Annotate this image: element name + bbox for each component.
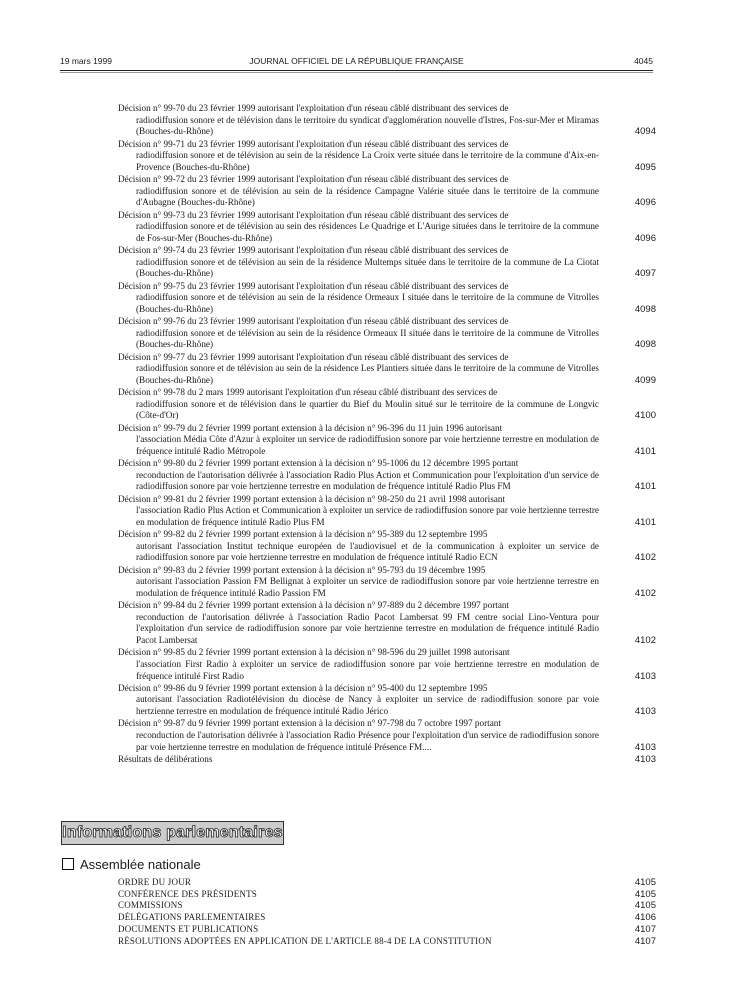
toc-entry-page: 4100	[634, 410, 656, 422]
toc-entry-continuation: radiodiffusion sonore et de télévision dans le quartier du Bief du Moulin situé sur le territoire de la commune de Longvic (Côte-d'Or)	[136, 398, 599, 421]
toc-entry-title: Décision n° 99-70 du 23 février 1999 autorisant l'exploitation d'un réseau câblé distribuant des services de	[118, 103, 509, 113]
toc-entry-continuation: radiodiffusion sonore et de télévision au sein de la résidence Les Plantiers située dans le territoire de la commune de Vitrolles (Bouches-du-Rhône)	[136, 363, 599, 385]
toc-entry-continuation: radiodiffusion sonore et de télévision au sein de la résidence Multemps située dans le territoire de la commune de La Ciotat (Bouches-du-Rhône)	[136, 256, 599, 279]
header-rule-secondary	[60, 72, 653, 73]
assemblee-item[interactable]	[118, 924, 659, 936]
toc-entry-title: Décision n° 99-79 du 2 février 1999 portant extension à la décision n° 96-396 du 11 juin 1996 autorisant	[118, 422, 503, 433]
page-header	[60, 56, 653, 70]
assemblee-item-label: RÉSOLUTIONS ADOPTÉES EN APPLICATION DE L'ARTICLE 88-4 DE LA CONSTITUTION	[118, 935, 492, 946]
toc-entry-continuation: reconduction de l'autorisation délivrée à l'association Radio Pacot Lambersat 99 FM centre social Lino-Ventura pour l'exploitation d'un service de radiodiffusion sonore par voie hertzienne terrestre en modulation de fréquence intitulé Radio Pacot Lambersat	[136, 611, 599, 646]
toc-entry-title: Décision n° 99-72 du 23 février 1999 autorisant l'exploitation d'un réseau câblé distribuant des services de	[118, 174, 509, 184]
toc-entry-title: Décision n° 99-71 du 23 février 1999 autorisant l'exploitation d'un réseau câblé distribuant des services de	[118, 138, 509, 149]
toc-entry-title: Décision n° 99-74 du 23 février 1999 autorisant l'exploitation d'un réseau câblé distribuant des services de	[118, 245, 509, 255]
toc-entry[interactable]	[118, 600, 659, 647]
assemblee-item-page: 4107	[634, 923, 656, 935]
toc-entry[interactable]	[118, 529, 659, 564]
checkbox-square-icon	[62, 858, 74, 870]
toc-entry-continuation: radiodiffusion sonore et de télévision au sein de la résidence Ormeaux II située dans le territoire de la commune de Vitrolles (Bouches-du-Rhône)	[136, 327, 599, 350]
toc-entry-continuation: autorisant l'association Passion FM Bellignat à exploiter un service de radiodiffusion sonore par voie hertzienne terrestre en modulation de fréquence intitulé Radio Passion FM	[136, 576, 599, 598]
toc-entry-page: 4096	[634, 232, 656, 244]
assemblee-item-page: 4106	[634, 912, 656, 924]
toc-entry-page: 4103	[634, 741, 656, 753]
assemblee-item-label: CONFÉRENCE DES PRÉSIDENTS	[118, 888, 258, 899]
toc-entry[interactable]	[118, 494, 659, 529]
section-heading	[62, 857, 201, 872]
assemblee-item[interactable]	[118, 936, 659, 948]
toc-entry[interactable]	[118, 103, 659, 138]
toc-entry[interactable]	[118, 174, 659, 209]
assemblee-item[interactable]	[118, 889, 659, 901]
toc-entry-page: 4099	[634, 374, 656, 386]
toc-entry[interactable]	[118, 139, 659, 174]
toc-entry-title: Décision n° 99-87 du 9 février 1999 portant extension à la décision n° 97-798 du 7 octobre 1997 portant	[118, 718, 501, 729]
toc-entry-title: Décision n° 99-78 du 2 mars 1999 autorisant l'exploitation d'un réseau câblé distribuant des services de	[118, 387, 498, 397]
assemblee-item-page: 4105	[634, 900, 656, 912]
assemblee-item-page: 4105	[634, 888, 656, 900]
toc-entry-continuation: radiodiffusion sonore et de télévision dans le territoire du syndicat d'agglomération nouvelle d'Istres, Fos-sur-Mer et Miramas (Bouches-du-Rhône)	[136, 114, 599, 137]
toc-entry-page: 4097	[634, 268, 656, 280]
toc-entry-continuation: radiodiffusion sonore et de télévision au sein de la résidence La Croix verte située dans le territoire de la commune d'Aix-en-Provence (Bouches-du-Rhône)	[136, 150, 599, 172]
toc-entry[interactable]	[118, 387, 659, 422]
toc-entry-title: Décision n° 99-80 du 2 février 1999 portant extension à la décision n° 95-1006 du 12 décembre 1995 portant	[118, 458, 519, 468]
toc-entry[interactable]	[118, 683, 659, 718]
assemblee-item-page: 4105	[634, 877, 656, 888]
assemblee-item-label: COMMISSIONS	[118, 900, 183, 911]
toc-entry-continuation: autorisant l'association Radiotélévision du diocèse de Nancy à exploiter un service de radiodiffusion sonore par voie hertzienne terrestre en modulation de fréquence intitulé Radio Jérico	[136, 694, 599, 717]
toc-entry-continuation: autorisant l'association Institut technique européen de l'audiovisuel et de la communication à exploiter un service de radiodiffusion sonore par voie hertzienne terrestre en modulation de fréquence intitulé Radio ECN	[136, 540, 599, 563]
assemblee-item-label: DOCUMENTS ET PUBLICATIONS	[118, 923, 259, 934]
toc-entry-page: 4098	[634, 339, 656, 351]
toc-entry[interactable]	[118, 352, 659, 387]
header-rule	[60, 70, 653, 71]
toc-entry-page: 4103	[634, 706, 656, 718]
header-title: JOURNAL OFFICIEL DE LA RÉPUBLIQUE FRANÇAISE	[249, 56, 464, 66]
toc-entry-page: 4101	[634, 481, 656, 493]
toc-entry-continuation: reconduction de l'autorisation délivrée à l'association Radio Plus Action et Communication pour l'exploitation d'un service de radiodiffusion sonore par voie hertzienne terrestre en modulation de fréquence intitulé Radio Plus FM	[136, 469, 599, 492]
section-banner: Informations parlementaires	[61, 821, 284, 845]
toc-entry-title: Décision n° 99-73 du 23 février 1999 autorisant l'exploitation d'un réseau câblé distribuant des services de	[118, 209, 509, 220]
toc-entry-title: Décision n° 99-84 du 2 février 1999 portant extension à la décision n° 97-889 du 2 décembre 1997 portant	[118, 600, 510, 610]
toc-entry-title: Résultats de délibérations	[118, 753, 213, 764]
toc-entry[interactable]	[118, 647, 659, 682]
toc-entry-title: Décision n° 99-83 du 2 février 1999 portant extension à la décision n° 95-793 du 19 décembre 1995	[118, 564, 486, 575]
toc-entry-continuation: radiodiffusion sonore et de télévision au sein de la résidence Ormeaux I située dans le territoire de la commune de Vitrolles (Bouches-du-Rhône)	[136, 292, 599, 314]
toc-entry[interactable]	[118, 281, 659, 316]
toc-entry-page: 4101	[634, 516, 656, 528]
assemblee-item[interactable]	[118, 900, 659, 912]
assemblee-item[interactable]	[118, 912, 659, 924]
assemblee-item-page: 4107	[634, 935, 656, 947]
toc-entry[interactable]	[118, 718, 659, 753]
toc-entry-title: Décision n° 99-81 du 2 février 1999 portant extension à la décision n° 98-250 du 21 avril 1998 autorisant	[118, 493, 506, 504]
toc-entry-page: 4095	[634, 161, 656, 173]
toc-entry[interactable]	[118, 245, 659, 280]
assemblee-item-label: ORDRE DU JOUR	[118, 877, 192, 887]
toc-entry-page: 4102	[634, 552, 656, 564]
toc-entry-page: 4101	[634, 445, 656, 457]
toc-entry[interactable]	[118, 316, 659, 351]
toc-entry[interactable]	[118, 210, 659, 245]
toc-entry-continuation: reconduction de l'autorisation délivrée à l'association Radio Présence pour l'exploitation d'un service de radiodiffusion sonore par voie hertzienne terrestre en modulation de fréquence intitulé Présence FM....	[136, 729, 599, 752]
assemblee-item-label: DÉLÉGATIONS PARLEMENTAIRES	[118, 912, 266, 923]
toc-entry-title: Décision n° 99-86 du 9 février 1999 portant extension à la décision n° 95-400 du 12 septembre 1995	[118, 682, 488, 693]
toc-entry[interactable]	[118, 565, 659, 600]
header-page-number: 4045	[634, 56, 653, 66]
toc-entry-continuation: l'association Radio Plus Action et Communication à exploiter un service de radiodiffusion sonore par voie hertzienne terrestre en modulation de fréquence intitulé Radio Plus FM	[136, 505, 599, 527]
toc-entry[interactable]	[118, 458, 659, 493]
assemblee-list	[118, 877, 659, 947]
toc-entry-page: 4103	[634, 753, 656, 765]
header-date: 19 mars 1999	[60, 56, 112, 66]
toc-entry[interactable]	[118, 423, 659, 458]
toc-entry-continuation: l'association Média Côte d'Azur à exploiter un service de radiodiffusion sonore par voie hertzienne terrestre en modulation de fréquence intitulé Radio Métropole	[136, 434, 599, 456]
toc-entry-title: Décision n° 99-77 du 23 février 1999 autorisant l'exploitation d'un réseau câblé distribuant des services de	[118, 351, 509, 362]
toc-entry-page: 4102	[634, 587, 656, 599]
section-title: Assemblée nationale	[80, 857, 201, 872]
toc-entry[interactable]	[118, 754, 659, 766]
toc-entry-title: Décision n° 99-76 du 23 février 1999 autorisant l'exploitation d'un réseau câblé distribuant des services de	[118, 316, 509, 326]
toc-entry-continuation: radiodiffusion sonore et de télévision au sein de la résidence Campagne Valérie située dans le territoire de la commune d'Aubagne (Bouches-du-Rhône)	[136, 185, 599, 208]
toc-entry-title: Décision n° 99-82 du 2 février 1999 portant extension à la décision n° 95-389 du 12 septembre 1995	[118, 529, 488, 539]
toc-entry-continuation: radiodiffusion sonore et de télévision au sein des résidences Le Quadrige et L'Aurige situées dans le territoire de la commune de Fos-sur-Mer (Bouches-du-Rhône)	[136, 221, 599, 243]
toc-entry-title: Décision n° 99-75 du 23 février 1999 autorisant l'exploitation d'un réseau câblé distribuant des services de	[118, 280, 509, 291]
toc-entry-page: 4096	[634, 197, 656, 209]
table-of-contents	[118, 103, 659, 766]
toc-entry-page: 4102	[634, 635, 656, 647]
assemblee-item[interactable]	[118, 877, 659, 889]
toc-entry-page: 4103	[634, 670, 656, 682]
toc-entry-page: 4094	[634, 126, 656, 138]
toc-entry-continuation: l'association First Radio à exploiter un service de radiodiffusion sonore par voie hertzienne terrestre en modulation de fréquence intitulé First Radio	[136, 658, 599, 681]
toc-entry-title: Décision n° 99-85 du 2 février 1999 portant extension à la décision n° 98-596 du 29 juillet 1998 autorisant	[118, 647, 510, 658]
toc-entry-page: 4098	[634, 303, 656, 315]
